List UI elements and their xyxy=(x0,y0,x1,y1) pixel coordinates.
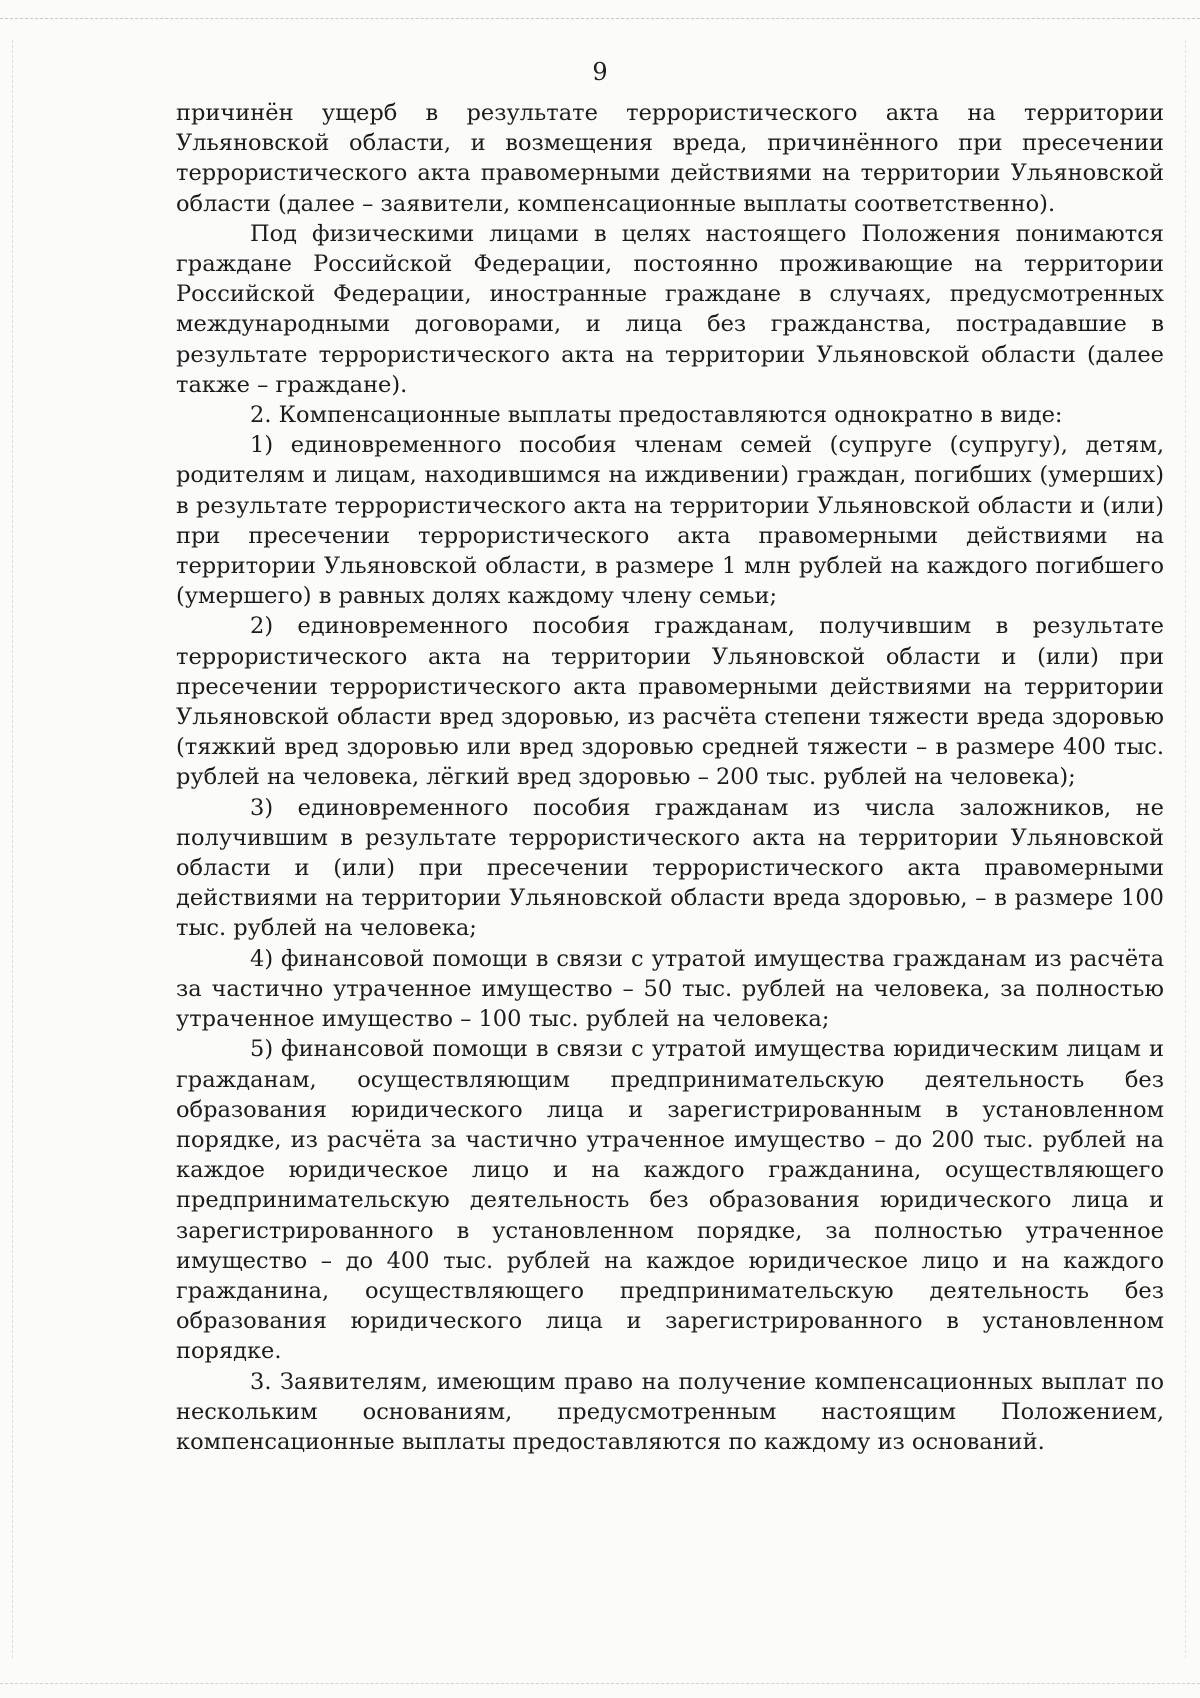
paragraph-item-5: 5) финансовой помощи в связи с утратой имущества юридическим лицам и гражданам, осуществляющим предпринимательскую деятельность без образования юридического лица и зарегистрированным в установленном порядке, из расчёта за частично утраченное имущество – до 200 тыс. рублей на каждое юридическое лицо и на каждого гражданина, осуществляющего предпринимательскую деятельность без образования юридического лица и зарегистрированного в установленном порядке, за полностью утраченное имущество – до 400 тыс. рублей на каждое юридическое лицо и на каждого гражданина, осуществляющего предпринимательскую деятельность без образования юридического лица и зарегистрированного в установленном порядке. xyxy=(176,1036,1164,1365)
paragraph-clause-3: 3. Заявителям, имеющим право на получение компенсационных выплат по нескольким основаниям, предусмотренным настоящим Положением, компенсационные выплаты предоставляются по каждому из оснований. xyxy=(176,1368,1164,1455)
paragraph-continuation: причинён ущерб в результате террористического акта на территории Ульяновской области, и возмещения вреда, причинённого при пресечении террористического акта правомерными действиями на территории Ульяновской области (далее – заявители, компенсационные выплаты соответственно). xyxy=(176,100,1164,217)
page-number: 9 xyxy=(592,58,608,86)
paragraph-clause-2: 2. Компенсационные выплаты предоставляются однократно в виде: xyxy=(250,402,1063,429)
paragraph-item-1: 1) единовременного пособия членам семей (супруге (супругу), детям, родителям и лицам, находившимся на иждивении) граждан, погибших (умерших) в результате террористического акта на территории Ульяновской области и (или) при пресечении террористического акта правомерными действиями на территории Ульяновской области, в размере 1 млн рублей на каждого погибшего (умершего) в равных долях каждому члену семьи; xyxy=(176,432,1164,610)
scan-edge-left xyxy=(12,40,13,1658)
paragraph-item-3: 3) единовременного пособия гражданам из числа заложников, не получившим в результате террористического акта на территории Ульяновской области и (или) при пресечении террористического акта правомерными действиями на территории Ульяновской области вреда здоровью, – в размере 100 тыс. рублей на человека; xyxy=(176,794,1164,942)
document-body xyxy=(176,98,1164,1457)
paragraph-item-4: 4) финансовой помощи в связи с утратой имущества гражданам из расчёта за частично утраченное имущество – 50 тыс. рублей на человека, за полностью утраченное имущество – 100 тыс. рублей на человека; xyxy=(176,945,1164,1033)
paragraph-definition: Под физическими лицами в целях настоящего Положения понимаются граждане Российской Федерации, постоянно проживающие на территории Российской Федерации, иностранные граждане в случаях, предусмотренных международными договорами, и лица без гражданства, пострадавшие в результате террористического акта на территории Ульяновской области (далее также – граждане). xyxy=(176,220,1164,398)
scan-edge-bottom xyxy=(0,1683,1200,1684)
paragraph-item-2: 2) единовременного пособия гражданам, получившим в результате террористического акта на территории Ульяновской области и (или) при пресечении террористического акта правомерными действиями на территории Ульяновской области вред здоровью, из расчёта степени тяжести вреда здоровью (тяжкий вред здоровью или вред здоровью средней тяжести – в размере 400 тыс. рублей на человека, лёгкий вред здоровью – 200 тыс. рублей на человека); xyxy=(176,613,1164,791)
scan-edge-right xyxy=(1185,40,1186,1658)
scan-edge-top xyxy=(0,18,1200,19)
